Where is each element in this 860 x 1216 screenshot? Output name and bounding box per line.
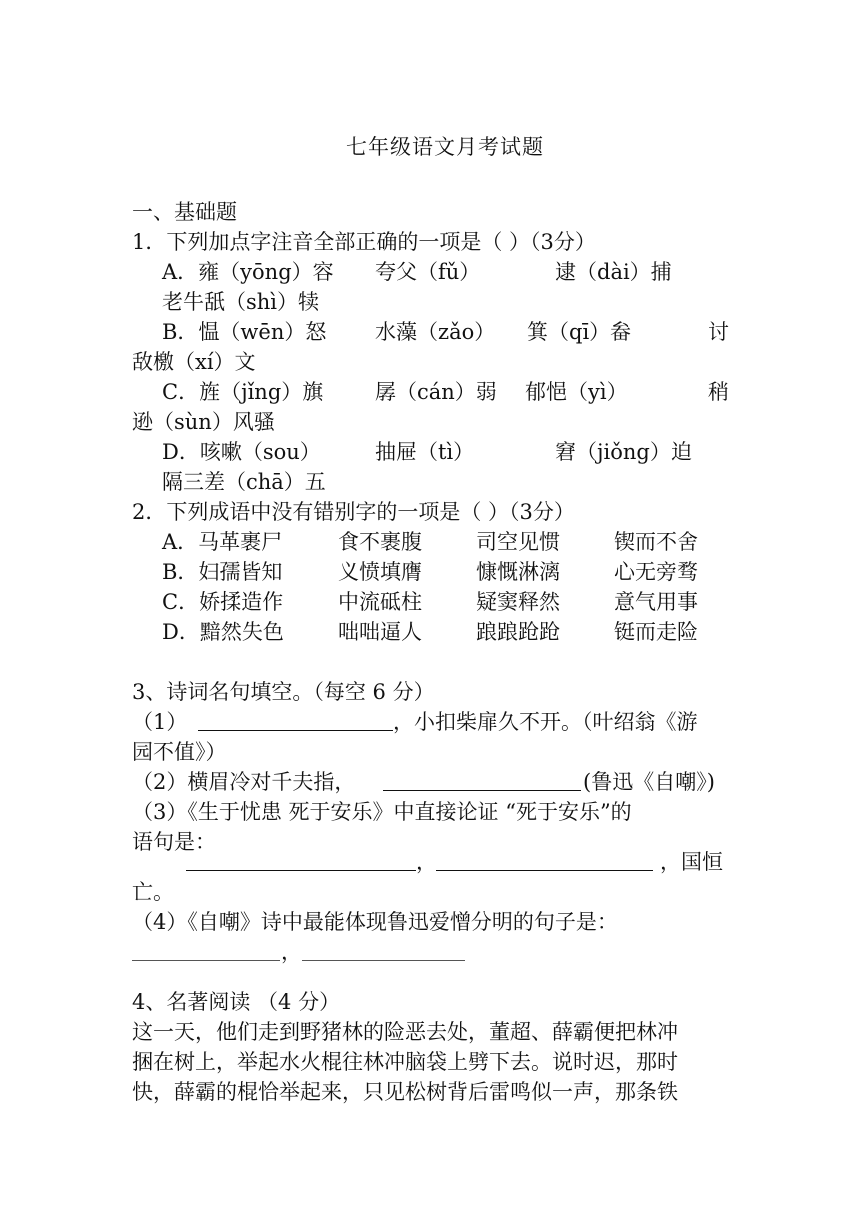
q1-option-b-part2: 水藻（zǎo） <box>375 320 496 344</box>
q4-passage-line-2: 捆在树上，举起水火棍往林冲脑袋上劈下去。说时迟，那时 <box>132 1050 678 1074</box>
q3-item-4-text: （4）《自嘲》诗中最能体现鲁迅爱憎分明的句子是： <box>132 910 618 934</box>
q1-option-c-part3: 郁悒（yì） <box>525 380 628 404</box>
q3-item-4-blank-1[interactable] <box>132 938 280 961</box>
q1-option-c-line2: 逊（sùn）风骚 <box>132 410 275 434</box>
q3-item-3-blank-2[interactable] <box>436 848 653 871</box>
q1-option-a-part2: 夸父（fǔ） <box>375 260 481 284</box>
question-4-heading: 4、名著阅读 （4 分） <box>132 990 341 1014</box>
q1-option-c-part1: C．旌（jǐng）旗 <box>162 380 324 404</box>
q1-option-c-part4: 稍 <box>708 380 729 404</box>
q2-row-c-2: 中流砥柱 <box>338 590 422 614</box>
q1-option-a-part3: 逮（dài）捕 <box>555 260 672 284</box>
question-1-stem: 1．下列加点字注音全部正确的一项是（ ）（3分） <box>132 230 596 254</box>
q1-option-d-line2: 隔三差（chā）五 <box>162 470 326 494</box>
q1-option-d-part1: D．咳嗽（sou） <box>162 440 321 464</box>
question-2-stem: 2．下列成语中没有错别字的一项是（ ）（3分） <box>132 500 575 524</box>
q2-row-c-1: C．娇揉造作 <box>162 590 284 614</box>
q3-item-1-number: （1） <box>132 710 188 734</box>
q3-item-3-text: （3）《生于忧患 死于安乐》中直接论证 “死于安乐”的 <box>132 800 632 824</box>
q1-option-b-part3: 箕（qī）畚 <box>527 320 632 344</box>
page-title: 七年级语文月考试题 <box>346 135 544 159</box>
q3-item-2-source: (鲁迅《自嘲》) <box>583 770 715 794</box>
q2-row-b-1: B．妇孺皆知 <box>162 560 283 584</box>
q3-item-1-blank[interactable] <box>198 708 393 731</box>
q3-item-1-text-cont: 园不值》） <box>132 740 227 764</box>
q3-item-2-text: （2）横眉冷对千夫指， <box>132 770 356 794</box>
q2-row-c-4: 意气用事 <box>614 590 698 614</box>
q2-row-b-4: 心无旁骛 <box>614 560 698 584</box>
q3-item-3-text-cont: 语句是： <box>132 830 216 854</box>
q4-passage-line-3: 快，薛霸的棍恰举起来，只见松树背后雷鸣似一声，那条铁 <box>132 1080 678 1104</box>
q2-row-d-3: 踉踉跄跄 <box>476 620 560 644</box>
question-3-heading: 3、诗词名句填空。（每空 6 分） <box>132 680 435 704</box>
q1-option-d-part2: 抽屉（tì） <box>375 440 475 464</box>
q2-row-b-2: 义愤填膺 <box>338 560 422 584</box>
q3-item-4-comma: ， <box>281 940 302 964</box>
section-heading: 一、基础题 <box>132 200 237 224</box>
q2-row-b-3: 慷慨淋漓 <box>476 560 560 584</box>
q1-option-d-part3: 窘（jiǒng）迫 <box>555 440 692 464</box>
q3-item-1-text: ，小扣柴扉久不开。（叶绍翁《游 <box>393 710 698 734</box>
q3-item-3-blank-1[interactable] <box>186 848 416 871</box>
q3-item-3-tail: ，国恒 <box>660 850 723 874</box>
q1-option-a-part1: A．雍（yōng）容 <box>162 260 334 284</box>
q4-passage-line-1: 这一天，他们走到野猪林的险恶去处，董超、薛霸便把林冲 <box>132 1020 678 1044</box>
q2-row-a-3: 司空见惯 <box>476 530 560 554</box>
q1-option-b-line2: 敌檄（xí）文 <box>132 350 256 374</box>
q3-item-3-comma: ， <box>416 850 437 874</box>
q3-item-4-blank-2[interactable] <box>302 938 465 961</box>
q1-option-a-line2: 老牛舐（shì）犊 <box>162 290 320 314</box>
q2-row-a-4: 锲而不舍 <box>614 530 698 554</box>
q2-row-a-1: A．马革裹尸 <box>162 530 283 554</box>
q1-option-b-part1: B．愠（wēn）怒 <box>162 320 327 344</box>
q1-option-b-part4: 讨 <box>708 320 729 344</box>
q2-row-a-2: 食不裹腹 <box>338 530 422 554</box>
q2-row-d-4: 铤而走险 <box>614 620 698 644</box>
q1-option-c-part2: 孱（cán）弱 <box>375 380 497 404</box>
q3-item-3-end: 亡。 <box>132 880 174 904</box>
q3-item-2-blank[interactable] <box>383 768 581 791</box>
q2-row-d-2: 咄咄逼人 <box>338 620 422 644</box>
q2-row-c-3: 疑窦释然 <box>476 590 560 614</box>
q2-row-d-1: D．黯然失色 <box>162 620 284 644</box>
